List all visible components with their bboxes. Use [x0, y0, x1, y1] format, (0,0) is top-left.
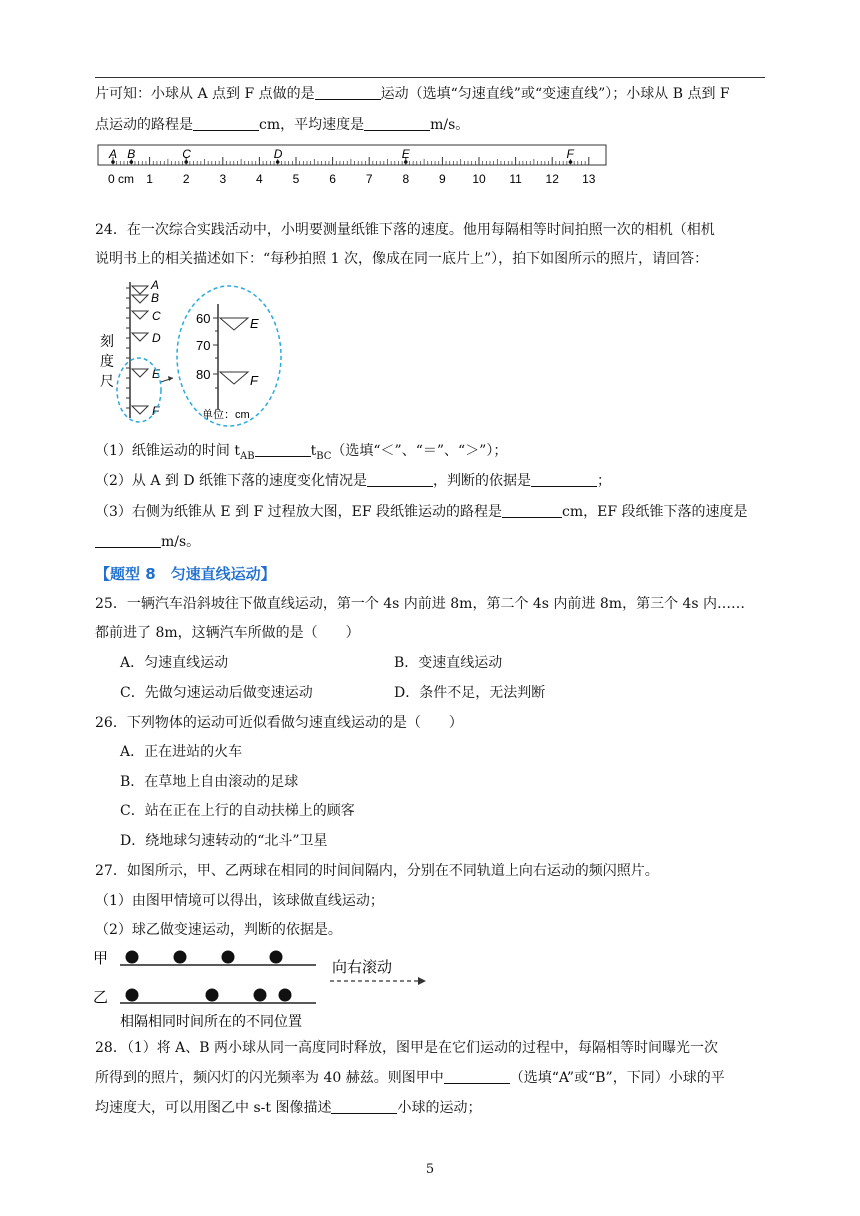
- ball-jia-3: [222, 951, 235, 964]
- q25-stem-line2: 都前进了 8m，这辆汽车所做的是（ ）: [95, 625, 360, 641]
- cone-label-C: C: [152, 309, 161, 323]
- ruler-point-label-E: E: [401, 147, 410, 161]
- ruler-tick-label: 13: [582, 172, 596, 186]
- ball-jia-1: [126, 951, 139, 964]
- ruler-tick-label: 5: [292, 172, 300, 186]
- answer-blank[interactable]: [255, 442, 311, 457]
- header-rule: [95, 77, 765, 78]
- ruler-point-label-B: B: [127, 147, 136, 161]
- q25-option-C[interactable]: C．先做匀速运动后做变速运动: [120, 685, 313, 701]
- q25-option-A[interactable]: A．匀速直线运动: [120, 655, 229, 671]
- cone-label-F: F: [152, 404, 160, 418]
- ruler-side-label-1: 刻: [100, 333, 114, 349]
- q26-option-D[interactable]: D．绕地球匀速转动的“北斗”卫星: [120, 833, 328, 849]
- q28-line1: 28．（1）将 A、B 两小球从同一高度同时释放，图甲是在它们运动的过程中，每隔相等时间曝光一次: [95, 1040, 719, 1056]
- cone-label-D: D: [152, 331, 161, 345]
- cone-F: [132, 406, 148, 414]
- cone-C: [132, 311, 148, 319]
- ruler-tick-label: 0 cm: [108, 172, 135, 186]
- paper-cone-figure: [95, 278, 295, 430]
- answer-blank[interactable]: [315, 85, 381, 100]
- q24-sub3-cont: m/s。: [95, 531, 200, 553]
- q25-option-D[interactable]: D．条件不足，无法判断: [394, 685, 546, 701]
- ruler-tick-label: 1: [146, 172, 153, 186]
- q26-option-B[interactable]: B．在草地上自由滚动的足球: [120, 774, 299, 790]
- q23-line1: 片可知：小球从 A 点到 F 点做的是 运动（选填“匀速直线”或“变速直线”）；小球从 B 点到 F: [95, 86, 730, 102]
- q26-option-A[interactable]: A．正在进站的火车: [120, 744, 243, 760]
- answer-blank[interactable]: [364, 116, 430, 131]
- ruler-tick-label: 6: [329, 172, 336, 186]
- ruler-tick-label: 9: [439, 172, 446, 186]
- cone-A: [132, 286, 148, 294]
- cone-E: [132, 369, 148, 377]
- ruler-tick-label: 10: [472, 172, 486, 186]
- zoom-tick-70: 70: [196, 338, 211, 353]
- ruler-tick-label: 7: [365, 172, 373, 186]
- zoom-cone-E: [220, 318, 248, 330]
- q25-option-B[interactable]: B．变速直线运动: [394, 655, 503, 671]
- cone-D: [132, 333, 148, 341]
- answer-blank[interactable]: [444, 1069, 510, 1084]
- q25-stem-line1: 25．一辆汽车沿斜坡往下做直线运动，第一个 4s 内前进 8m，第二个 4s 内前进 8m，第三个 4s 内……: [95, 596, 746, 612]
- ball-jia-2: [174, 951, 187, 964]
- q28-line2: 所得到的照片，频闪灯的闪光频率为 40 赫兹。则图甲中 （选填“A”或“B”，下同）小球的平: [95, 1070, 725, 1086]
- figure-caption: 相隔相同时间所在的不同位置: [120, 1013, 302, 1029]
- answer-blank[interactable]: [331, 1099, 397, 1114]
- zoom-cone-label-E: E: [250, 316, 259, 331]
- ruler-point-label-D: D: [273, 147, 283, 161]
- answer-blank[interactable]: [193, 116, 259, 131]
- q28-line3: 均速度大，可以用图乙中 s-t 图像描述 小球的运动；: [95, 1100, 482, 1116]
- answer-blank[interactable]: [367, 472, 433, 487]
- q24-stem-line1: 24．在一次综合实践活动中，小明要测量纸锥下落的速度。他用每隔相等时间拍照一次的相机（相机: [95, 222, 715, 238]
- arrow-text: 向右滚动: [332, 959, 393, 976]
- ruler-point-label-F: F: [566, 147, 574, 161]
- q24-sub1: （1）纸锥运动的时间 $t_{AB}$ $t_{BC}$（选填“＜”、“＝”、“＞”）；: [95, 443, 508, 462]
- q24-sub2: （2）从 A 到 D 纸锥下落的速度变化情况是 ，判断的依据是 ；: [95, 473, 612, 489]
- ruler-tick-label: 12: [545, 172, 559, 186]
- track-label-jia: 甲: [93, 950, 109, 967]
- ruler-point-label-A: A: [109, 147, 118, 161]
- unit-label: 单位：cm: [202, 409, 250, 421]
- ball-motion-figure: [90, 945, 440, 1033]
- answer-blank[interactable]: [95, 533, 161, 548]
- ball-yi-1: [126, 989, 139, 1002]
- ruler-tick-label: 11: [509, 172, 522, 186]
- cone-label-B: B: [151, 291, 160, 305]
- q26-option-C[interactable]: C．站在正在上行的自动扶梯上的顾客: [120, 803, 355, 819]
- ball-jia-4: [270, 951, 283, 964]
- answer-blank[interactable]: [531, 472, 597, 487]
- ruler-point-label-C: C: [182, 147, 191, 161]
- ruler-side-label-3: 尺: [100, 373, 114, 389]
- q23-line2: 点运动的路程是 cm，平均速度是 m/s。: [95, 117, 470, 133]
- zoom-cone-F: [220, 372, 248, 384]
- ball-yi-3: [254, 989, 267, 1002]
- ruler-tick-label: 3: [219, 172, 227, 186]
- cone-label-E: E: [152, 367, 161, 381]
- ball-yi-2: [206, 989, 219, 1002]
- ruler-figure: [95, 143, 615, 193]
- q27-stem: 27．如图所示，甲、乙两球在相同的时间间隔内，分别在不同轨道上向右运动的频闪照片。: [95, 863, 659, 879]
- zoom-tick-60: 60: [196, 311, 211, 326]
- zoom-tick-80: 80: [196, 367, 211, 382]
- q27-sub1: （1）由图甲情境可以得出，该球做直线运动；: [95, 893, 384, 909]
- page-number: 5: [425, 1162, 435, 1177]
- cone-B: [132, 295, 148, 303]
- ruler-tick-label: 4: [256, 172, 263, 186]
- q24-stem-line2: 说明书上的相关描述如下：“每秒拍照 1 次，像成在同一底片上”），拍下如图所示的照片，请回答：: [95, 251, 709, 267]
- section-heading: 【题型 8 匀速直线运动】: [95, 565, 276, 583]
- track-label-yi: 乙: [93, 989, 109, 1006]
- answer-blank[interactable]: [502, 503, 562, 518]
- cone-label-A: A: [151, 278, 160, 292]
- q24-sub3: （3）右侧为纸锥从 E 到 F 过程放大图，EF 段纸锥运动的路程是 cm，EF 段纸锥下落的速度是: [95, 504, 748, 520]
- ruler-side-label-2: 度: [100, 353, 114, 369]
- ruler-tick-label: 8: [402, 172, 410, 186]
- q27-sub2: （2）球乙做变速运动，判断的依据是。: [95, 922, 342, 938]
- ball-yi-4: [279, 989, 292, 1002]
- zoom-cone-label-F: F: [250, 373, 258, 388]
- q26-stem: 26．下列物体的运动可近似看做匀速直线运动的是（ ）: [95, 715, 463, 731]
- ruler-tick-label: 2: [182, 172, 190, 186]
